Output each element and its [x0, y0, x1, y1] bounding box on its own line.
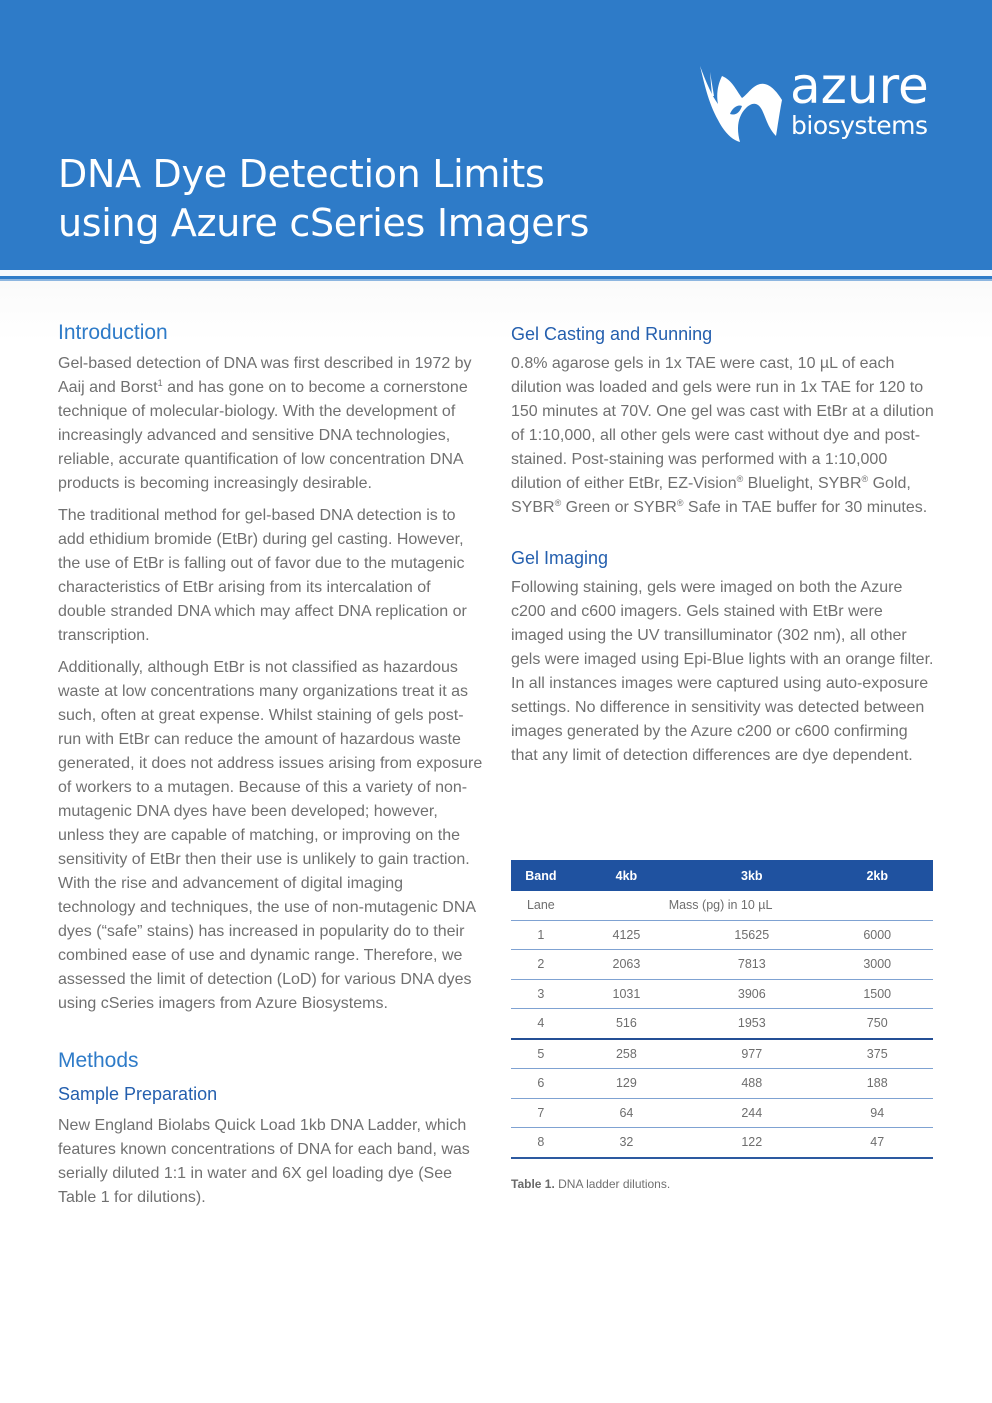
cell-2kb: 750	[821, 1009, 933, 1039]
cell-lane: 2	[511, 950, 571, 980]
company-logo	[696, 57, 946, 148]
cell-4kb: 1031	[571, 979, 682, 1009]
intro-p1-text-a: Gel-based detection of DNA was first described in 1972 by Aaij and Borst	[58, 355, 472, 396]
header-4kb: 4kb	[571, 860, 682, 891]
cell-4kb: 4125	[571, 920, 682, 950]
introduction-paragraph-2: The traditional method for gel-based DNA detection is to add ethidium bromide (EtBr) during gel casting. However, the use of EtBr is falling out of favor due to the mutagenic characteristics of EtBr arising from its intercalation of double stranded DNA which may affect DNA replication or transcription.	[58, 507, 467, 644]
cell-2kb: 3000	[821, 950, 933, 980]
logo-wordmark-biosystems: biosystems	[791, 111, 928, 140]
cell-4kb: 129	[571, 1069, 682, 1099]
table-caption-label: Table 1.	[511, 1176, 555, 1191]
title-line-1: DNA Dye Detection Limits	[58, 152, 545, 196]
gel-imaging-heading: Gel Imaging	[511, 548, 609, 568]
header-3kb: 3kb	[682, 860, 821, 891]
right-column	[511, 320, 936, 768]
registered-mark: ®	[861, 474, 869, 484]
footnote-ref-1: 1	[157, 378, 163, 388]
introduction-paragraph-1	[58, 352, 483, 496]
sample-preparation-text: New England Biolabs Quick Load 1kb DNA Ladder, which features known concentrations of DNA for each band, was serially diluted 1:1 in water and 6X gel loading dye (See Table 1 for dilutions).	[58, 1117, 470, 1206]
cell-3kb: 244	[682, 1098, 821, 1128]
cell-3kb: 488	[682, 1069, 821, 1099]
introduction-heading: Introduction	[58, 321, 168, 344]
table-row	[511, 920, 933, 950]
table-row	[511, 1069, 933, 1099]
cell-3kb: 977	[682, 1039, 821, 1069]
methods-heading: Methods	[58, 1049, 139, 1072]
cell-4kb: 64	[571, 1098, 682, 1128]
table-row	[511, 950, 933, 980]
azure-wave-logo-icon	[696, 62, 786, 144]
gel-casting-heading: Gel Casting and Running	[511, 324, 713, 344]
registered-mark: ®	[554, 498, 562, 508]
table-caption-text: DNA ladder dilutions.	[554, 1176, 671, 1191]
cell-2kb: 47	[821, 1128, 933, 1158]
cell-4kb: 2063	[571, 950, 682, 980]
table-row	[511, 979, 933, 1009]
cell-lane: 3	[511, 979, 571, 1009]
cell-2kb: 375	[821, 1039, 933, 1069]
header-band: Band	[511, 860, 571, 891]
cell-4kb: 258	[571, 1039, 682, 1069]
gel-casting-text-5: Safe in TAE buffer for 30 minutes.	[683, 499, 928, 516]
cell-lane: 1	[511, 920, 571, 950]
table-row	[511, 1128, 933, 1158]
subheader-mass: Mass (pg) in 10 µL	[571, 891, 933, 920]
table-row	[511, 1039, 933, 1069]
table-caption	[511, 1177, 933, 1191]
left-column	[58, 318, 483, 1210]
intro-p1-text-b: and has gone on to become a cornerstone technique of molecular-biology. With the development of increasingly advanced and sensitive DNA technologies, reliable, accurate quantification of low concentration DNA products is becoming increasingly desirable.	[58, 379, 468, 492]
gel-imaging-text: Following staining, gels were imaged on both the Azure c200 and c600 imagers. Gels stained with EtBr were imaged using the UV transilluminator (302 nm), all other gels were imaged using Epi-Blue lights with an orange filter. In all instances images were captured using auto-exposure settings. No difference in sensitivity was detected between images generated by the Azure c200 or c600 confirming that any limit of detection differences are dye dependent.	[511, 579, 934, 764]
title-line-2: using Azure cSeries Imagers	[58, 201, 590, 245]
cell-4kb: 516	[571, 1009, 682, 1039]
cell-2kb: 188	[821, 1069, 933, 1099]
cell-lane: 6	[511, 1069, 571, 1099]
dna-ladder-dilutions-table	[511, 860, 933, 1159]
cell-lane: 5	[511, 1039, 571, 1069]
gel-casting-text-3: Gold, SYBR	[511, 475, 911, 516]
logo-wordmark-azure: azure	[790, 57, 929, 115]
introduction-paragraph-3: Additionally, although EtBr is not classified as hazardous waste at low concentrations many organizations treat it as such, often at great expense. Whilst staining of gels post-run with EtBr can reduce the amount of hazardous waste generated, it does not address issues arising from exposure of workers to a mutagen. Because of this a variety of non-mutagenic DNA dyes have been developed; however, unless they are capable of matching, or improving on the sensitivity of EtBr then their use is unlikely to gain traction. With the rise and advancement of digital imaging technology and techniques, the use of non-mutagenic DNA dyes (“safe” stains) has increased in popularity do to their combined ease of use and dynamic range. Therefore, we assessed the limit of detection (LoD) for various DNA dyes using cSeries imagers from Azure Biosystems.	[58, 659, 483, 1012]
table-row	[511, 1098, 933, 1128]
cell-3kb: 1953	[682, 1009, 821, 1039]
table-subheader-row	[511, 891, 933, 920]
table-header-row	[511, 860, 933, 891]
registered-mark: ®	[736, 474, 744, 484]
dilution-table-block	[511, 860, 933, 1191]
cell-2kb: 6000	[821, 920, 933, 950]
cell-3kb: 15625	[682, 920, 821, 950]
table-row	[511, 1009, 933, 1039]
cell-lane: 7	[511, 1098, 571, 1128]
header-banner	[0, 0, 992, 270]
cell-2kb: 1500	[821, 979, 933, 1009]
cell-3kb: 122	[682, 1128, 821, 1158]
cell-lane: 4	[511, 1009, 571, 1039]
cell-3kb: 7813	[682, 950, 821, 980]
gel-casting-text-2: Bluelight, SYBR	[743, 475, 862, 492]
cell-2kb: 94	[821, 1098, 933, 1128]
gel-casting-text-1: 0.8% agarose gels in 1x TAE were cast, 10 µL of each dilution was loaded and gels were run in 1x TAE for 120 to 150 minutes at 70V. One gel was cast with EtBr at a dilution of 1:10,000, all other gels were cast without dye and post-stained. Post-staining was performed with a 1:10,000 dilution of either EtBr, EZ-Vision	[511, 355, 934, 492]
document-title	[58, 150, 678, 248]
registered-mark: ®	[676, 498, 684, 508]
gel-casting-text-4: Green or SYBR	[561, 499, 677, 516]
header-2kb: 2kb	[821, 860, 933, 891]
subheader-lane: Lane	[511, 891, 571, 920]
cell-lane: 8	[511, 1128, 571, 1158]
cell-4kb: 32	[571, 1128, 682, 1158]
cell-3kb: 3906	[682, 979, 821, 1009]
sample-preparation-heading: Sample Preparation	[58, 1084, 218, 1104]
gel-casting-text	[511, 352, 936, 520]
